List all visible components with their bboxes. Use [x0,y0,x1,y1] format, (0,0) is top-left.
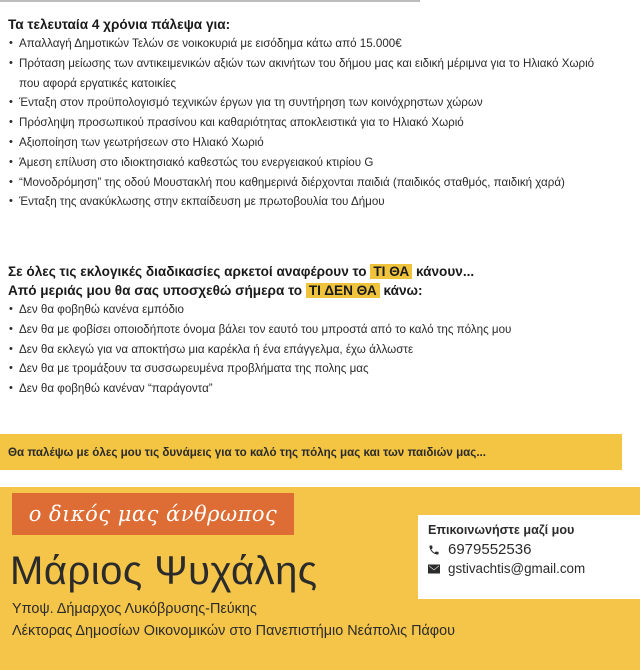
list-item: • Ένταξη στον προϋπολογισμό τεχνικών έργων για τη συντήρηση των κοινόχρηστων χώρων [8,93,632,113]
list-item: • Δεν θα εκλεγώ για να αποκτήσω μια καρέκλα ή ένα επάγγελμα, έχω άλλωστε [8,340,632,360]
list-item: • Δεν θα φοβηθώ κανέναν “παράγοντα” [8,379,632,399]
email-row [428,561,640,576]
closing-banner [0,434,622,470]
promises-heading-1: Σε όλες τις εκλογικές διαδικασίες αρκετοί αναφέρουν το ΤΙ ΘΑ κάνουν... [8,264,475,279]
contact-title: Επικοινωνήστε μαζί μου [428,523,575,537]
list-item: • Δεν θα με φοβίσει οποιοδήποτε όνομα βάλει τον εαυτό του μπροστά από το καλό της πόλης μου [8,320,584,340]
promises-list [8,300,632,399]
highlight-ti-den-tha: ΤΙ ΔΕΝ ΘΑ [306,283,380,298]
list-item: • Δεν θα φοβηθώ κανένα εμπόδιο [8,300,632,320]
phone-icon [428,544,440,556]
list-item: • Απαλλαγή Δημοτικών Τελών σε νοικοκυριά με εισόδημα κάτω από 15.000€ [8,34,632,54]
top-divider [0,0,420,2]
promises-section [8,262,632,399]
highlight-ti-tha: ΤΙ ΘΑ [370,264,412,279]
slogan-text: ο δικός μας άνθρωπος [28,502,278,526]
slogan-badge [12,493,294,535]
candidate-footer [0,487,640,670]
list-item: • Δεν θα με τρομάξουν τα συσσωρευμένα προβλήματα της πολης μας [8,359,632,379]
list-item: • Άμεση επίλυση στο ιδιοκτησιακό καθεστώς του ενεργειακού κτιρίου G [8,153,632,173]
achievements-section [8,15,632,212]
achievements-heading: Τα τελευταία 4 χρόνια πάλεψα για: [8,17,231,32]
list-item: • Πρόταση μείωσης των αντικειμενικών αξιών των ακινήτων του δήμου μας και ειδική μέριμνα για το Ηλιακό Χωριό που αφορά εργατικές κατοικίες [8,54,604,94]
candidate-role: Υποψ. Δήμαρχος Λυκόβρυσης-Πεύκης [12,601,257,617]
list-item: • Πρόσληψη προσωπικού πρασίνου και καθαριότητας αποκλειστικά για το Ηλιακό Χωριό [8,113,632,133]
candidate-name: Μάριος Ψυχάλης [10,549,318,593]
contact-box [418,515,640,599]
achievements-list [8,34,632,212]
promises-heading-2: Από μεριάς μου θα σας υποσχεθώ σήμερα το ΤΙ ΔΕΝ ΘΑ κάνω: [8,283,423,298]
envelope-icon [428,564,440,574]
list-item: • Αξιοποίηση των γεωτρήσεων στο Ηλιακό Χωριό [8,133,632,153]
list-item: • Ένταξη της ανακύκλωσης στην εκπαίδευση με πρωτοβουλία του Δήμου [8,192,632,212]
banner-text: Θα παλέψω με όλες μου τις δυνάμεις για το καλό της πόλης μας και των παιδιών μας... [8,445,486,459]
candidate-profession: Λέκτορας Δημοσίων Οικονομικών στο Πανεπιστήμιο Νεάπολις Πάφου [12,623,456,639]
phone-number[interactable]: 6979552536 [448,541,532,558]
list-item: • “Μονοδρόμηση” της οδού Μουστακλή που καθημερινά διέρχονται παιδιά (παιδικός σταθμός, παιδική χαρά) [8,173,604,193]
phone-row [428,541,640,558]
email-address[interactable]: gstivachtis@gmail.com [448,561,586,576]
